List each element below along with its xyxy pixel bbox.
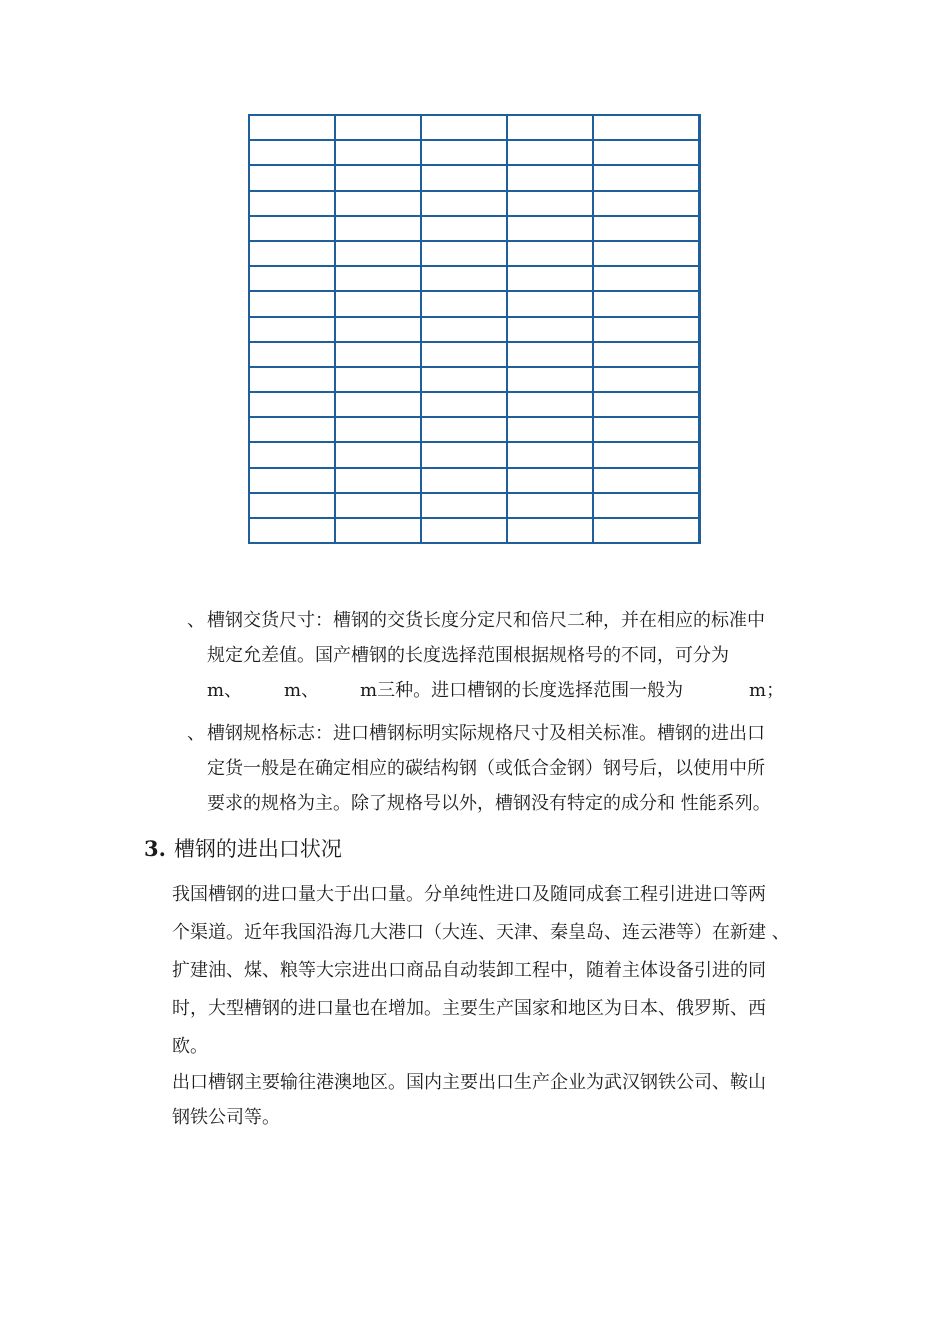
table-cell: [507, 367, 593, 392]
table-cell: [593, 241, 699, 266]
table-cell: [249, 417, 335, 442]
table-cell: [507, 342, 593, 367]
table-cell: [507, 317, 593, 342]
table-cell: [335, 115, 421, 140]
table-cell: [507, 191, 593, 216]
table-cell: [421, 115, 507, 140]
table-cell: [421, 191, 507, 216]
table-cell: [421, 291, 507, 316]
paragraph-line: 个渠道。近年我国沿海几大港口（大连、天津、秦皇岛、连云港等）在新建 、: [172, 922, 790, 943]
table-cell: [593, 468, 699, 493]
bullet-text-line: 定货一般是在确定相应的碳结构钢（或低合金钢）钢号后，以使用中所: [207, 758, 765, 779]
table-cell: [249, 493, 335, 518]
table-cell: [507, 140, 593, 165]
table-cell: [249, 367, 335, 392]
unit-label: m、: [284, 680, 320, 701]
table-cell: [421, 493, 507, 518]
table-cell: [335, 468, 421, 493]
table-row: [249, 140, 699, 165]
bullet-units-line: [187, 673, 817, 708]
table-cell: [421, 392, 507, 417]
table-cell: [593, 442, 699, 467]
table-cell: [593, 115, 699, 140]
table-cell: [335, 266, 421, 291]
table-cell: [249, 468, 335, 493]
table-cell: [249, 392, 335, 417]
table-cell: [335, 165, 421, 190]
bullet-spec-marking: [187, 716, 817, 821]
table-cell: [507, 115, 593, 140]
paragraph-line: 扩建油、煤、粮等大宗进出口商品自动装卸工程中，随着主体设备引进的同: [172, 960, 766, 981]
bullet-text-line: 规定允差值。国产槽钢的长度选择范围根据规格号的不同，可分为: [207, 645, 729, 666]
paragraph-import: [172, 876, 812, 1066]
table-cell: [335, 317, 421, 342]
table-row: [249, 291, 699, 316]
paragraph-line: 钢铁公司等。: [172, 1107, 280, 1128]
table-cell: [335, 518, 421, 543]
table-cell: [593, 317, 699, 342]
table-row: [249, 115, 699, 140]
table-cell: [335, 140, 421, 165]
table-cell: [593, 367, 699, 392]
table-cell: [249, 140, 335, 165]
table-row: [249, 266, 699, 291]
table-row: [249, 493, 699, 518]
table-cell: [249, 291, 335, 316]
section-number: 3.: [144, 836, 166, 861]
table-cell: [593, 191, 699, 216]
table-row: [249, 518, 699, 543]
table-cell: [421, 140, 507, 165]
table-cell: [593, 291, 699, 316]
table-cell: [593, 140, 699, 165]
table-cell: [249, 442, 335, 467]
paragraph-line: 我国槽钢的进口量大于出口量。分单纯性进口及随同成套工程引进进口等两: [172, 884, 766, 905]
table-cell: [249, 191, 335, 216]
bullet-text-line: 槽钢规格标志：进口槽钢标明实际规格尺寸及相关标准。槽钢的进出口: [207, 723, 765, 744]
table-row: [249, 191, 699, 216]
table-row: [249, 342, 699, 367]
table-cell: [507, 518, 593, 543]
table-cell: [507, 442, 593, 467]
paragraph-line: 欧。: [172, 1036, 208, 1057]
unit-label: m三种。进口槽钢的长度选择范围一般为: [360, 680, 684, 701]
table-row: [249, 317, 699, 342]
table-cell: [593, 392, 699, 417]
table-row: [249, 241, 699, 266]
table-cell: [593, 493, 699, 518]
section-heading: [144, 832, 342, 866]
table-cell: [421, 317, 507, 342]
table-cell: [421, 342, 507, 367]
table-cell: [507, 493, 593, 518]
table-cell: [421, 442, 507, 467]
table-cell: [421, 266, 507, 291]
table-cell: [249, 165, 335, 190]
table-cell: [335, 191, 421, 216]
table-cell: [507, 216, 593, 241]
table-cell: [335, 216, 421, 241]
table-cell: [249, 266, 335, 291]
section-title: 槽钢的进出口状况: [173, 837, 342, 861]
table-cell: [593, 216, 699, 241]
table-row: [249, 392, 699, 417]
table-cell: [249, 115, 335, 140]
bullet-mark: 、: [187, 723, 205, 744]
table-cell: [507, 417, 593, 442]
bullet-mark: 、: [187, 610, 205, 631]
spec-table: [248, 114, 701, 544]
table-row: [249, 367, 699, 392]
table-cell: [421, 417, 507, 442]
bullet-text-line: 要求的规格为主。除了规格号以外，槽钢没有特定的成分和 性能系列。: [207, 793, 771, 814]
table-row: [249, 417, 699, 442]
unit-label: m；: [749, 680, 785, 701]
paragraph-line: 时，大型槽钢的进口量也在增加。主要生产国家和地区为日本、俄罗斯、西: [172, 998, 766, 1019]
table-cell: [507, 165, 593, 190]
paragraph-export: [172, 1065, 812, 1135]
table-cell: [335, 493, 421, 518]
table-cell: [335, 417, 421, 442]
spec-table-body: [249, 115, 699, 543]
bullet-text-line: 槽钢交货尺寸：槽钢的交货长度分定尺和倍尺二种，并在相应的标准中: [207, 610, 765, 631]
table-cell: [507, 468, 593, 493]
table-cell: [593, 518, 699, 543]
table-row: [249, 442, 699, 467]
table-cell: [249, 342, 335, 367]
table-cell: [249, 216, 335, 241]
table-cell: [335, 367, 421, 392]
table-cell: [507, 241, 593, 266]
table-cell: [335, 241, 421, 266]
table-cell: [421, 367, 507, 392]
table-row: [249, 165, 699, 190]
table-cell: [335, 442, 421, 467]
table-cell: [421, 241, 507, 266]
unit-label: m、: [207, 680, 243, 701]
table-cell: [335, 392, 421, 417]
table-cell: [421, 165, 507, 190]
table-cell: [249, 518, 335, 543]
table-cell: [335, 291, 421, 316]
bullet-delivery-size: [187, 603, 817, 708]
table-cell: [593, 266, 699, 291]
table-cell: [593, 342, 699, 367]
table-cell: [593, 417, 699, 442]
table-cell: [249, 241, 335, 266]
table-cell: [335, 342, 421, 367]
table-cell: [507, 392, 593, 417]
table-cell: [507, 266, 593, 291]
table-row: [249, 468, 699, 493]
table-cell: [421, 468, 507, 493]
table-cell: [593, 165, 699, 190]
table-cell: [421, 518, 507, 543]
paragraph-line: 出口槽钢主要输往港澳地区。国内主要出口生产企业为武汉钢铁公司、鞍山: [172, 1072, 766, 1093]
table-cell: [421, 216, 507, 241]
table-cell: [507, 291, 593, 316]
table-row: [249, 216, 699, 241]
table-cell: [249, 317, 335, 342]
